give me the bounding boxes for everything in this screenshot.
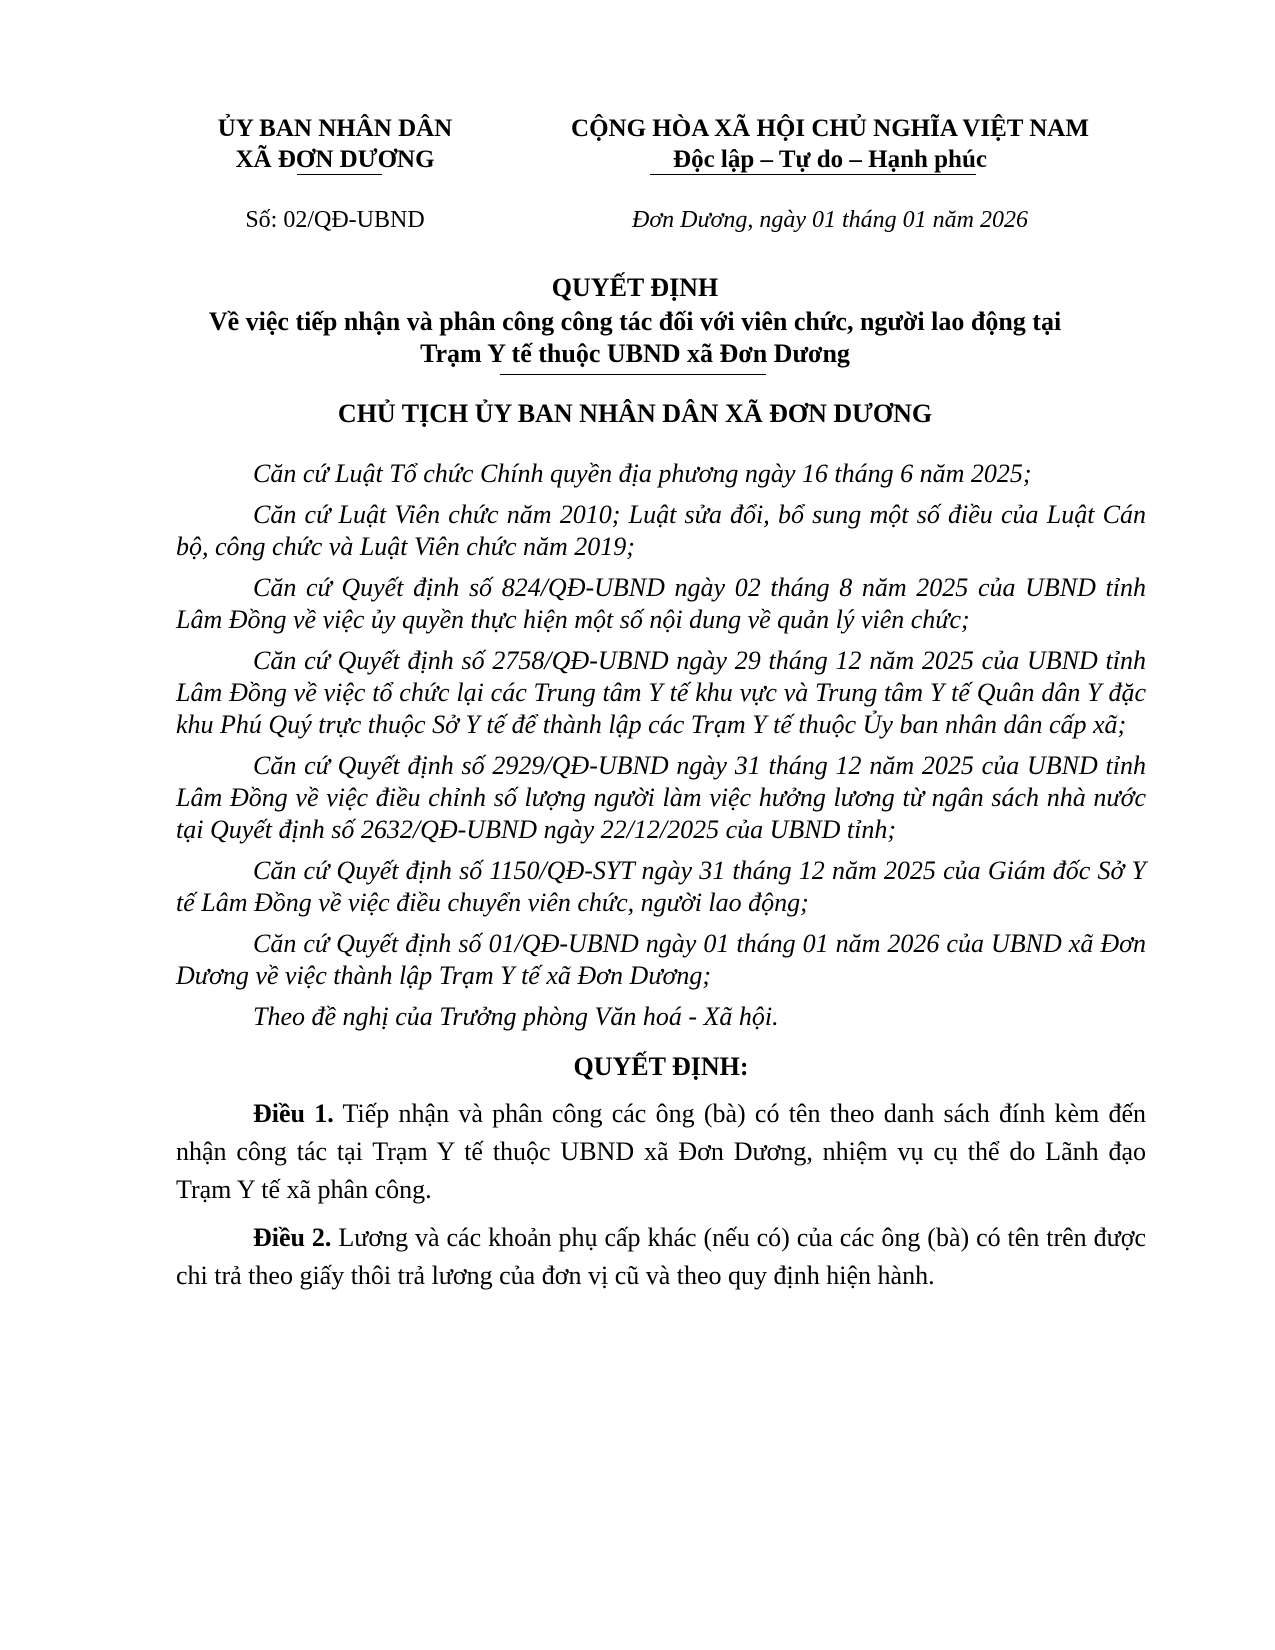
legal-basis-5: Căn cứ Quyết định số 2929/QĐ-UBND ngày 31 tháng 12 năm 2025 của UBND tỉnh Lâm Đồng về việc điều chỉnh số lượng người làm việc hưởng lương từ ngân sách nhà nước tại Quyết định số 2632/QĐ-UBND ngày 22/12/2025 của UBND tỉnh;: [176, 751, 1146, 844]
issuing-agency: [165, 113, 505, 175]
article-2: [176, 1219, 1146, 1295]
document-number: Số: 02/QĐ-UBND: [245, 207, 425, 233]
article-2-label: Điều 2.: [253, 1223, 332, 1252]
article-2-text: Lương và các khoản phụ cấp khác (nếu có) của các ông (bà) có tên trên được chi trả theo giấy thôi trả lương của đơn vị cũ và theo quy định hiện hành.: [176, 1223, 1146, 1290]
decision-heading: QUYẾT ĐỊNH:: [573, 1052, 749, 1081]
motto-underline: [650, 174, 976, 175]
article-1-label: Điều 1.: [253, 1099, 334, 1128]
motto: Độc lập – Tự do – Hạnh phúc: [673, 146, 987, 173]
country-name: CỘNG HÒA XÃ HỘI CHỦ NGHĨA VIỆT NAM: [571, 115, 1089, 142]
document-body: [176, 458, 1146, 1305]
issuing-authority: CHỦ TỊCH ỦY BAN NHÂN DÂN XÃ ĐƠN DƯƠNG: [337, 399, 933, 428]
document-type-heading: QUYẾT ĐỊNH: [551, 273, 719, 302]
legal-basis-2: Căn cứ Luật Viên chức năm 2010; Luật sửa đổi, bổ sung một số điều của Luật Cán bộ, công chức và Luật Viên chức năm 2019;: [176, 500, 1146, 561]
legal-basis-4: Căn cứ Quyết định số 2758/QĐ-UBND ngày 29 tháng 12 năm 2025 của UBND tỉnh Lâm Đồng về việc tổ chức lại các Trung tâm Y tế khu vực và Trung tâm Y tế Quân dân Y đặc khu Phú Quý trực thuộc Sở Y tế để thành lập các Trạm Y tế thuộc Ủy ban nhân dân cấp xã;: [176, 646, 1146, 739]
proposal-basis: Theo đề nghị của Trưởng phòng Văn hoá - Xã hội.: [253, 1002, 779, 1031]
agency-underline: [297, 174, 382, 175]
subject-line-2: Trạm Y tế thuộc UBND xã Đơn Dương: [420, 339, 850, 368]
legal-basis-1: Căn cứ Luật Tổ chức Chính quyền địa phương ngày 16 tháng 6 năm 2025;: [253, 459, 1032, 488]
legal-basis-7: Căn cứ Quyết định số 01/QĐ-UBND ngày 01 tháng 01 năm 2026 của UBND xã Đơn Dương về việc thành lập Trạm Y tế xã Đơn Dương;: [176, 929, 1146, 990]
national-motto: [520, 113, 1140, 175]
agency-name-line1: ỦY BAN NHÂN DÂN: [217, 115, 453, 142]
agency-name-line2: XÃ ĐƠN DƯƠNG: [235, 146, 435, 173]
article-1-text: Tiếp nhận và phân công các ông (bà) có tên theo danh sách đính kèm đến nhận công tác tại Trạm Y tế thuộc UBND xã Đơn Dương, nhiệm vụ cụ thể do Lãnh đạo Trạm Y tế xã phân công.: [176, 1099, 1147, 1204]
article-1: [176, 1095, 1146, 1209]
place-and-date: Đơn Dương, ngày 01 tháng 01 năm 2026: [631, 207, 1029, 233]
legal-basis-3: Căn cứ Quyết định số 824/QĐ-UBND ngày 02 tháng 8 năm 2025 của UBND tỉnh Lâm Đồng về việc ủy quyền thực hiện một số nội dung về quản lý viên chức;: [176, 573, 1146, 634]
subject-line-1: Về việc tiếp nhận và phân công công tác đối với viên chức, người lao động tại: [208, 307, 1062, 336]
subject-underline: [500, 374, 766, 375]
legal-basis-6: Căn cứ Quyết định số 1150/QĐ-SYT ngày 31 tháng 12 năm 2025 của Giám đốc Sở Y tế Lâm Đồng về việc điều chuyển viên chức, người lao động;: [176, 856, 1146, 917]
